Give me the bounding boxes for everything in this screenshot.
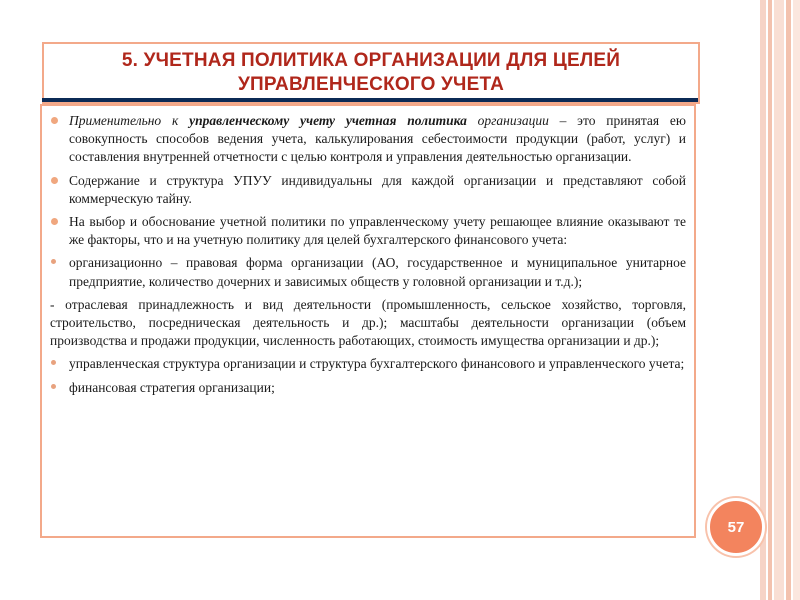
list-item-strategy [50,379,686,397]
list-item-industry [50,296,686,351]
list-item-structure [50,355,686,373]
stripe [760,0,766,600]
stripe [793,0,800,600]
definition-term: управленческому учету учетная политика [189,113,467,128]
item-text: Содержание и структура УПУУ индивидуальны для каждой организации и представляют собой коммерческую тайну. [69,172,686,206]
item-text: На выбор и обоснование учетной политики по управленческому учету решающее влияние оказывают те же факторы, что и на учетную политику для целей бухгалтерского финансового учета: [69,214,686,248]
item-text: организационно – правовая форма организации (АО, государственное и муниципальное унитарное предприятие, количество дочерних и зависимых обществ у головной организации и т.д.); [69,255,686,289]
stripe [768,0,772,600]
bullet-icon [51,384,56,389]
stripe [774,0,784,600]
slide-title [122,49,620,97]
definition-text: – это принятая ею совокупность способов ведения учета, калькулирования себестоимости продукции (работ, услуг) и составления внутренней отчетности с целью контроля и управления деятельностью организации. [69,113,686,165]
list-item-definition [50,112,686,167]
slide-title-box [42,42,700,104]
title-line-1: 5. УЧЕТНАЯ ПОЛИТИКА ОРГАНИЗАЦИИ ДЛЯ ЦЕЛЕЙ [121,50,621,71]
item-text: управленческая структура организации и структура бухгалтерского финансового и управленческого учета; [69,356,685,372]
list-item-content [50,172,686,208]
stripe [786,0,791,600]
list-item-factors [50,213,686,249]
definition-tail: организации [466,113,549,128]
content-box [40,104,696,538]
title-line-2: УПРАВЛЕНЧЕСКОГО УЧЕТА [237,74,505,95]
title-underline [42,98,698,102]
bullet-icon [51,177,58,184]
page-number-badge [707,498,765,556]
bullet-icon [51,218,58,225]
list-item-legal-form [50,254,686,290]
page-number: 57 [727,518,745,536]
item-text: финансовая стратегия организации; [69,379,275,395]
definition-lead: Применительно к [69,113,190,128]
item-text: - отраслевая принадлежность и вид деятельности (промышленность, сельское хозяйство, торговля, строительство, посредническая деятельность и др.); масштабы деятельности организации (объем производства и продажи продукции, численность работающих, стоимость имущества организации и др.); [50,296,686,349]
bullet-icon [51,360,56,365]
decorative-stripes [760,0,800,600]
bullet-icon [51,259,56,264]
bullet-icon [51,117,58,124]
